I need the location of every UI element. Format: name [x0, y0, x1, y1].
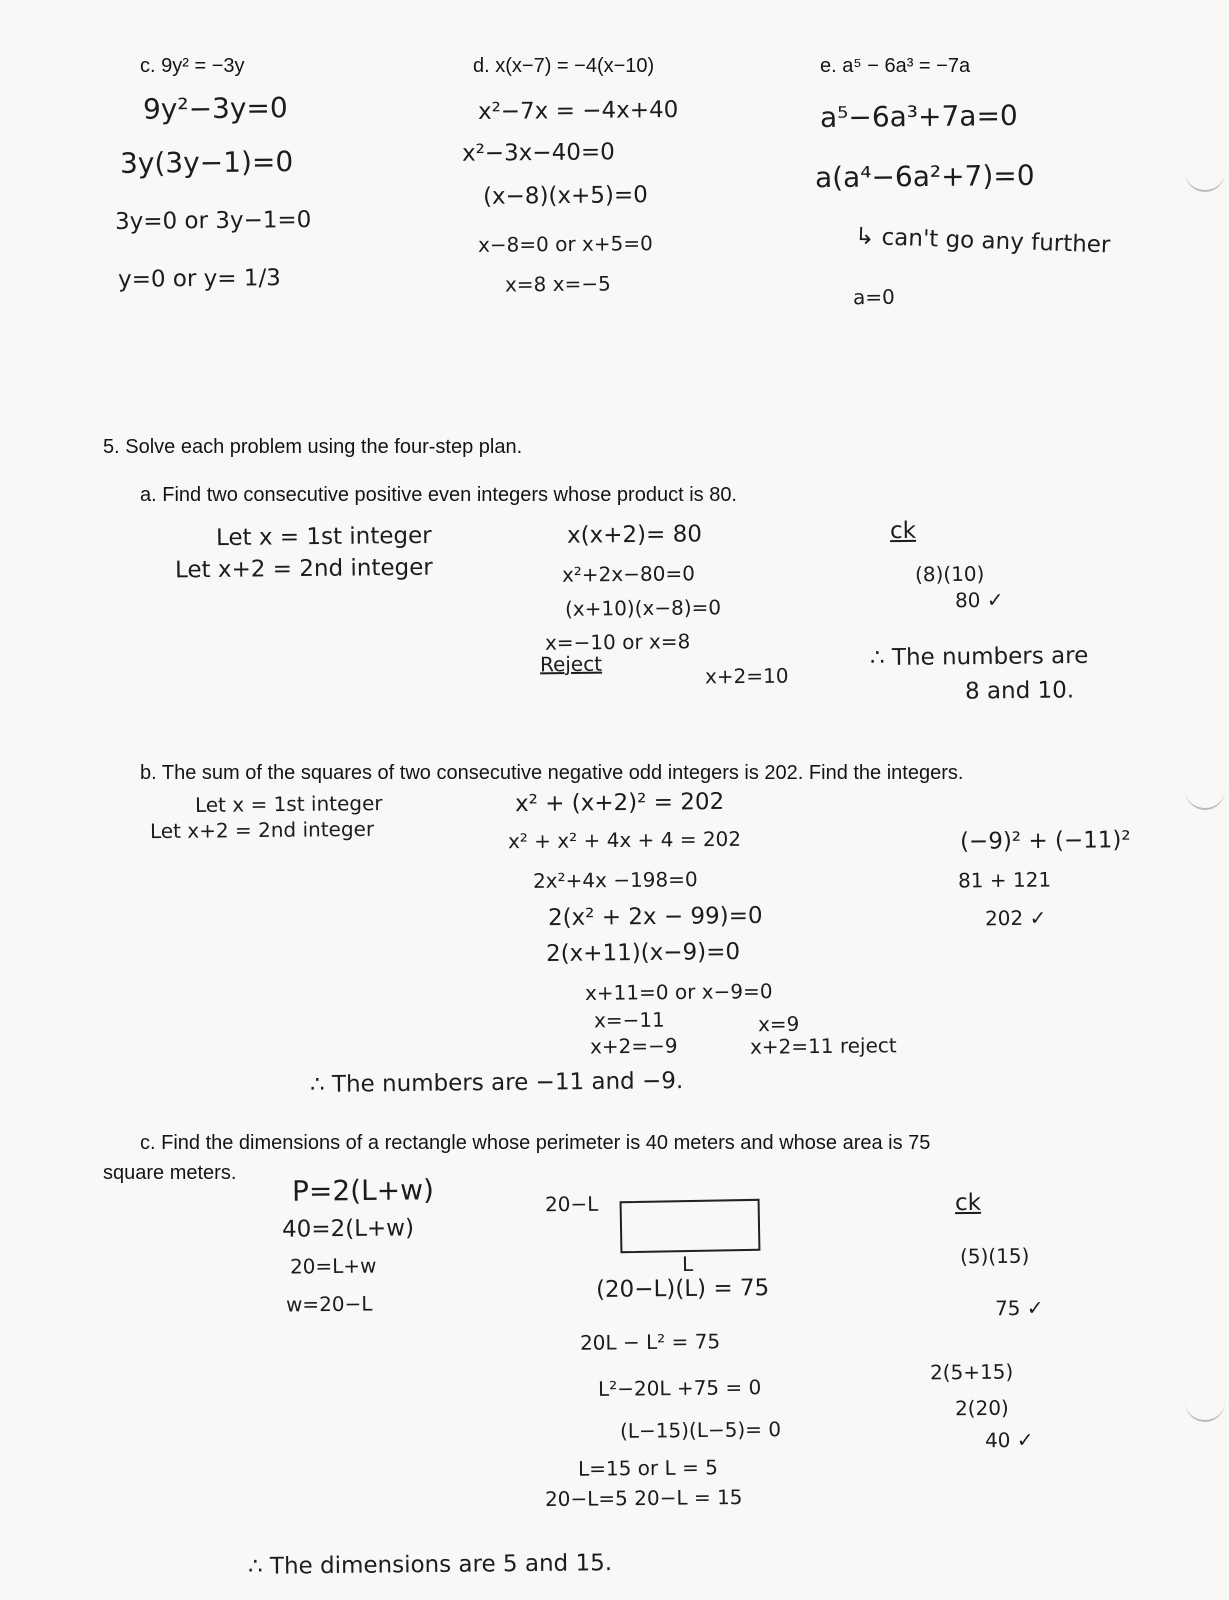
conclusion: 8 and 10.: [964, 677, 1075, 705]
reject-note: x+2=11 reject: [749, 1033, 897, 1059]
check-line: 40 ✓: [984, 1427, 1034, 1453]
work-line: L=15 or L = 5: [577, 1455, 718, 1481]
section-5-heading: 5. Solve each problem using the four-step plan.: [103, 436, 523, 458]
check-line: (−9)² + (−11)²: [959, 827, 1131, 855]
check-line: 2(20): [954, 1395, 1009, 1421]
work-line: x+11=0 or x−9=0: [584, 979, 773, 1005]
page-edge-mark: [1185, 170, 1225, 192]
work-line: x²−3x−40=0: [461, 139, 615, 167]
problem-4c-statement: c. 9y² = −3y: [140, 55, 245, 77]
work-line: L²−20L +75 = 0: [597, 1375, 762, 1401]
problem-4e-statement: e. a⁵ − 6a³ = −7a: [820, 55, 971, 77]
work-line: w=20−L: [285, 1291, 373, 1317]
conclusion: ∴ The dimensions are 5 and 15.: [247, 1550, 613, 1580]
work-line: 20=L+w: [289, 1253, 377, 1279]
rectangle-side-label: 20−L: [544, 1191, 599, 1217]
work-line: x=−11: [593, 1007, 665, 1033]
work-line: (20−L)(L) = 75: [595, 1275, 770, 1303]
conclusion: ∴ The numbers are: [869, 642, 1089, 672]
rectangle-bottom-label: L: [681, 1251, 694, 1277]
work-line: 20L − L² = 75: [579, 1329, 721, 1355]
work-line: y=0 or y= 1/3: [117, 265, 282, 293]
work-line: 9y²−3y=0: [142, 91, 288, 126]
work-line: (x+10)(x−8)=0: [564, 595, 722, 621]
page-edge-mark: [1185, 1400, 1225, 1422]
problem-5c-prompt-line1: c. Find the dimensions of a rectangle whose perimeter is 40 meters and whose area is 75: [140, 1132, 931, 1154]
work-line: a⁵−6a³+7a=0: [819, 98, 1018, 135]
check-line: 202 ✓: [984, 905, 1047, 931]
work-line: 40=2(L+w): [281, 1215, 415, 1243]
work-line: 20−L=5 20−L = 15: [544, 1484, 743, 1512]
work-line: 2(x² + 2x − 99)=0: [547, 902, 763, 932]
reject-label: Reject: [539, 651, 603, 677]
work-line: x=9: [757, 1011, 800, 1037]
check-label: ck: [889, 517, 917, 545]
work-line: x² + x² + 4x + 4 = 202: [507, 826, 742, 854]
work-line: x²+2x−80=0: [561, 561, 695, 587]
check-line: (5)(15): [959, 1243, 1030, 1269]
work-line: x+2=−9: [589, 1033, 678, 1059]
work-line: 3y(3y−1)=0: [119, 145, 294, 180]
problem-5c-prompt-line2: square meters.: [103, 1162, 237, 1184]
work-note: ↳ can't go any further: [854, 223, 1111, 259]
problem-5a-prompt: a. Find two consecutive positive even integers whose product is 80.: [140, 484, 737, 506]
check-line: 75 ✓: [994, 1295, 1044, 1321]
let-line: Let x = 1st integer: [215, 522, 432, 552]
check-line: 2(5+15): [929, 1359, 1014, 1385]
work-line: (L−15)(L−5)= 0: [619, 1417, 782, 1443]
work-line: x(x+2)= 80: [566, 521, 703, 549]
work-line: 3y=0 or 3y−1=0: [114, 206, 312, 236]
page-edge-mark: [1185, 788, 1225, 810]
let-line: Let x+2 = 2nd integer: [149, 816, 375, 844]
work-line: x=8 x=−5: [504, 271, 611, 297]
work-line: x²−7x = −4x+40: [477, 96, 679, 126]
work-line: (x−8)(x+5)=0: [482, 182, 648, 210]
conclusion: ∴ The numbers are −11 and −9.: [309, 1068, 684, 1098]
check-label: ck: [954, 1189, 982, 1217]
work-line: x² + (x+2)² = 202: [514, 788, 725, 818]
work-line: P=2(L+w): [291, 1173, 435, 1208]
let-line: Let x+2 = 2nd integer: [174, 554, 433, 584]
let-line: Let x = 1st integer: [194, 791, 383, 817]
check-line: 80 ✓: [954, 587, 1004, 613]
work-line: a=0: [852, 284, 895, 310]
work-line: x=−10 or x=8: [544, 629, 691, 655]
work-line: x−8=0 or x+5=0: [477, 231, 653, 257]
work-line: a(a⁴−6a²+7)=0: [814, 158, 1035, 195]
problem-4d-statement: d. x(x−7) = −4(x−10): [473, 55, 655, 77]
check-line: 81 + 121: [957, 867, 1052, 893]
work-line: 2(x+11)(x−9)=0: [545, 938, 741, 968]
problem-5b-prompt: b. The sum of the squares of two consecutive negative odd integers is 202. Find the integers.: [140, 762, 964, 784]
check-line: (8)(10): [914, 561, 985, 587]
work-line: 2x²+4x −198=0: [532, 867, 698, 893]
work-line: x+2=10: [704, 663, 789, 689]
rectangle-sketch: [620, 1199, 761, 1253]
